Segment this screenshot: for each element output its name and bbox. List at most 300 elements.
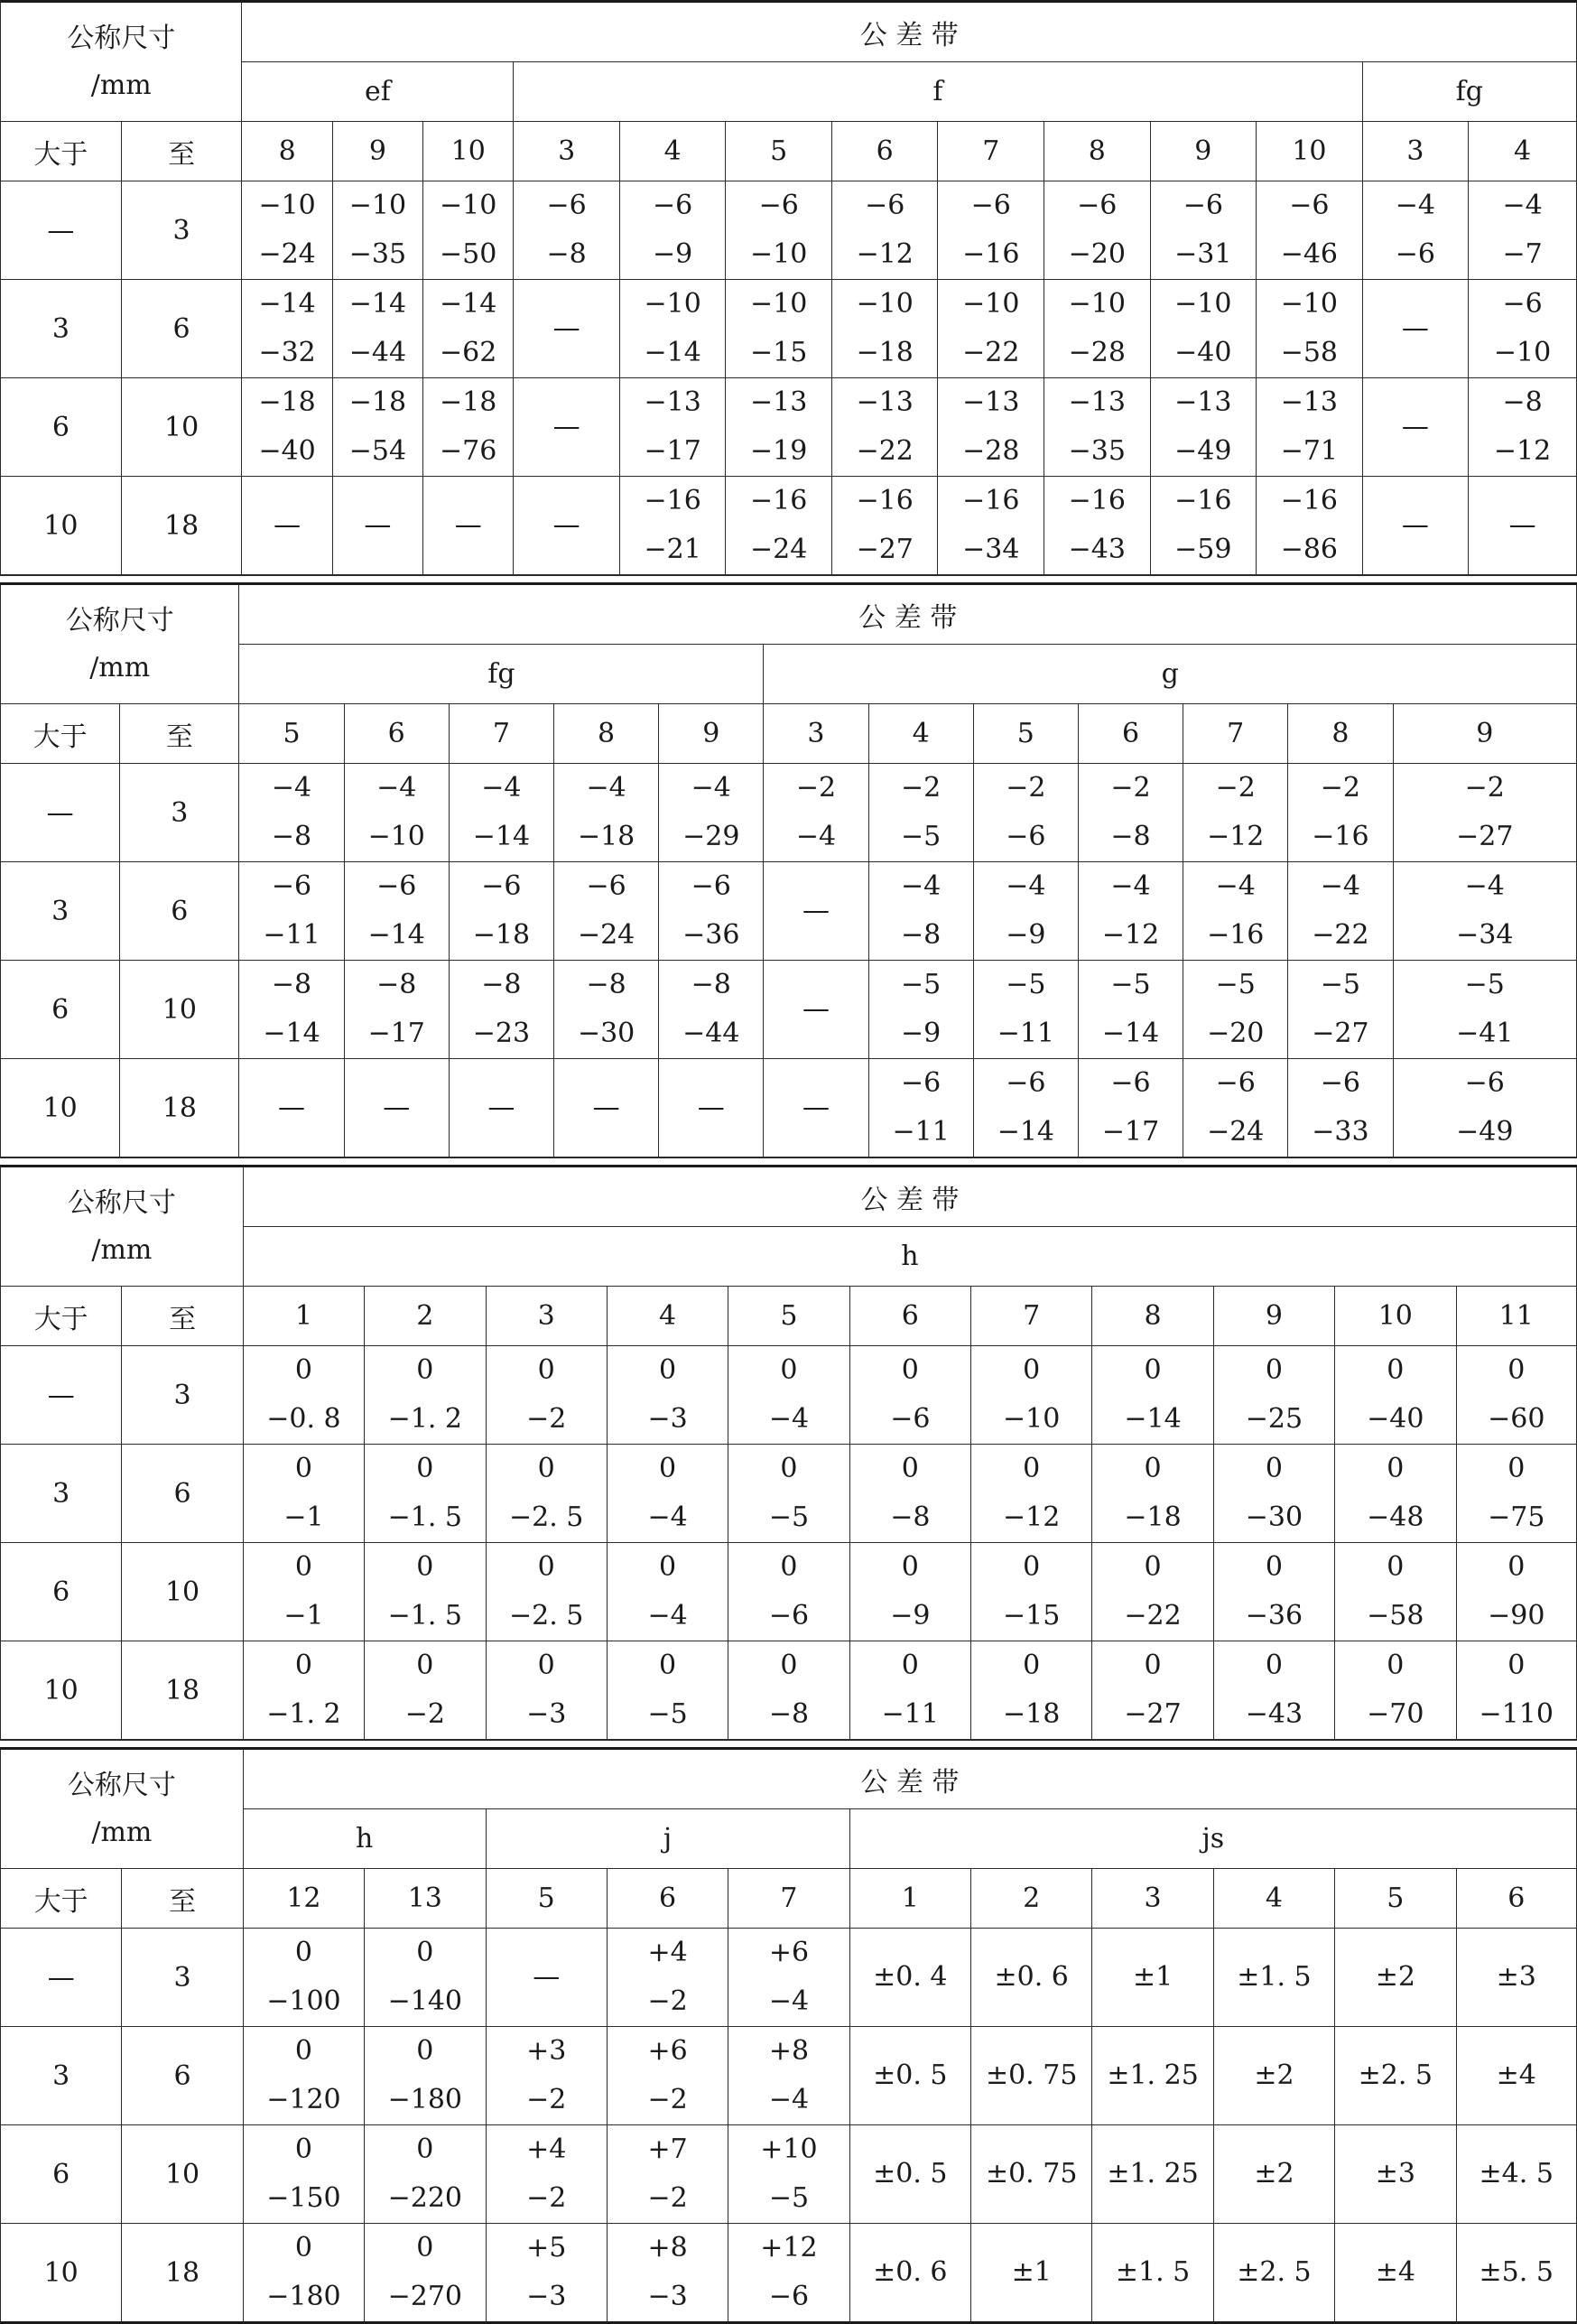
deviation-cell (1288, 1059, 1393, 1157)
upper-deviation: ±1. 25 (1107, 2059, 1199, 2091)
table-row (1, 1445, 1577, 1543)
grade-header: 4 (1213, 1869, 1334, 1929)
upper-deviation: 0 (1023, 1650, 1041, 1681)
upper-deviation: ±1 (1132, 1961, 1173, 1993)
table-row (1, 961, 1577, 1059)
deviation-cell (1456, 1929, 1577, 2027)
lower-deviation: −6 (1006, 821, 1046, 852)
lower-deviation: −14 (1101, 1018, 1160, 1049)
size-to-cell: 6 (122, 2027, 243, 2125)
size-to-cell: 18 (122, 2224, 243, 2323)
upper-deviation: −4 (1006, 870, 1046, 902)
deviation-cell (365, 1445, 486, 1543)
lower-deviation: −4 (795, 821, 837, 852)
deviation-cell (971, 1543, 1092, 1641)
deviation-cell (868, 961, 973, 1059)
upper-deviation: −4 (586, 772, 626, 804)
lower-deviation: −17 (644, 435, 701, 467)
upper-deviation: −13 (962, 386, 1020, 418)
lower-deviation: −180 (266, 2281, 341, 2312)
deviation-cell (938, 181, 1044, 280)
lower-deviation: −3 (647, 1403, 688, 1435)
upper-deviation: 0 (659, 1453, 677, 1484)
size-over-cell: 10 (1, 477, 122, 575)
upper-deviation: 0 (416, 1354, 434, 1386)
deviation-cell (1257, 280, 1363, 378)
lower-deviation: −7 (1502, 238, 1543, 270)
deviation-cell (1393, 764, 1577, 862)
upper-deviation: −10 (644, 288, 701, 320)
upper-deviation: ±4. 5 (1479, 2158, 1554, 2189)
upper-deviation: ±0. 5 (873, 2059, 948, 2091)
deviation-cell (1213, 2224, 1334, 2323)
lower-deviation: −36 (682, 919, 740, 951)
upper-deviation: ±2 (1254, 2158, 1294, 2189)
deviation-cell (971, 1346, 1092, 1445)
deviation-cell (619, 280, 726, 378)
grade-header: 6 (1456, 1869, 1577, 1929)
upper-deviation: −6 (653, 190, 693, 221)
deviation-cell (607, 1445, 728, 1543)
upper-deviation: ±3 (1496, 1961, 1536, 1993)
tolerance-zone-label: 公 差 带 (860, 1184, 960, 1216)
deviation-cell (1362, 181, 1469, 280)
upper-deviation: −18 (440, 386, 497, 418)
size-over-cell: — (1, 1346, 122, 1445)
lower-deviation: −46 (1280, 238, 1338, 270)
lower-deviation: −24 (750, 534, 808, 565)
nominal-size-label: 公称尺寸 (67, 1769, 176, 1801)
lower-deviation: −54 (348, 435, 407, 467)
lower-deviation: −14 (644, 337, 701, 368)
deviation-cell (973, 862, 1078, 961)
lower-deviation: −14 (997, 1116, 1054, 1148)
upper-deviation: −4 (481, 772, 522, 804)
deviation-cell (726, 477, 832, 575)
group-header: h (243, 1809, 486, 1869)
deviation-cell (1362, 378, 1469, 477)
upper-deviation: 0 (1144, 1551, 1162, 1583)
grade-header: 2 (971, 1869, 1092, 1929)
lower-deviation: −15 (750, 337, 808, 368)
upper-deviation: ±4 (1375, 2256, 1415, 2288)
table-row (1, 764, 1577, 862)
upper-deviation: 0 (780, 1453, 798, 1484)
deviation-cell (344, 1059, 449, 1157)
lower-deviation: −58 (1367, 1600, 1424, 1631)
deviation-cell (1469, 181, 1577, 280)
deviation-cell (728, 1641, 849, 1740)
lower-deviation: −28 (962, 435, 1020, 467)
deviation-cell (973, 1059, 1078, 1157)
upper-deviation: — (802, 993, 830, 1025)
header-row (1, 2, 1577, 62)
upper-deviation: — (552, 411, 580, 442)
upper-deviation: +6 (647, 2035, 688, 2067)
deviation-cell (1288, 862, 1393, 961)
upper-deviation: 0 (1387, 1354, 1405, 1386)
lower-deviation: −58 (1280, 337, 1338, 368)
lower-deviation: −36 (1245, 1600, 1303, 1631)
deviation-cell (1078, 1059, 1183, 1157)
deviation-cell (971, 1929, 1092, 2027)
deviation-cell (1213, 2027, 1334, 2125)
upper-deviation: −6 (1464, 1067, 1505, 1099)
deviation-cell (486, 1543, 607, 1641)
upper-deviation: ±0. 6 (873, 2256, 948, 2288)
lower-deviation: −4 (647, 1501, 688, 1533)
lower-deviation: −5 (768, 1501, 810, 1533)
lower-deviation: −6 (890, 1403, 931, 1435)
lower-deviation: −20 (1207, 1018, 1265, 1049)
upper-deviation: −13 (1068, 386, 1126, 418)
grade-row (1, 1287, 1577, 1346)
grade-header: 6 (1078, 704, 1183, 764)
lower-deviation: −15 (1003, 1600, 1061, 1631)
upper-deviation: +7 (647, 2133, 688, 2165)
upper-deviation: −6 (546, 190, 587, 221)
lower-deviation: −5 (647, 1698, 688, 1730)
lower-deviation: −27 (1124, 1698, 1182, 1730)
deviation-cell (849, 1543, 970, 1641)
table-row (1, 477, 1577, 575)
lower-deviation: −33 (1312, 1116, 1369, 1148)
tolerance-zone-header (239, 584, 1577, 645)
lower-deviation: −2 (526, 1403, 567, 1435)
deviation-cell (1213, 2125, 1334, 2224)
lower-deviation: −50 (440, 238, 497, 270)
deviation-cell (938, 280, 1044, 378)
over-header: 大于 (1, 704, 120, 764)
upper-deviation: 0 (294, 2133, 312, 2165)
lower-deviation: −14 (1124, 1403, 1182, 1435)
upper-deviation: +4 (526, 2133, 567, 2165)
deviation-cell (868, 764, 973, 862)
deviation-cell (1393, 1059, 1577, 1157)
upper-deviation: −16 (1068, 485, 1126, 516)
deviation-cell (1257, 378, 1363, 477)
grade-header: 5 (726, 122, 832, 181)
lower-deviation: −21 (644, 534, 701, 565)
grade-header: 13 (365, 1869, 486, 1929)
deviation-cell (449, 862, 553, 961)
lower-deviation: −2 (404, 1698, 445, 1730)
table-row (1, 1641, 1577, 1740)
tolerance-zone-label: 公 差 带 (859, 19, 959, 51)
deviation-cell (1335, 1445, 1456, 1543)
nominal-size-label: 公称尺寸 (67, 1186, 176, 1219)
lower-deviation: −16 (1312, 821, 1369, 852)
upper-deviation: −6 (1006, 1067, 1046, 1099)
deviation-cell (1092, 1543, 1213, 1641)
size-over-cell: — (1, 181, 122, 280)
deviation-cell (619, 378, 726, 477)
deviation-cell (1078, 862, 1183, 961)
lower-deviation: −49 (1456, 1116, 1514, 1148)
deviation-cell (1150, 378, 1257, 477)
upper-deviation: 0 (901, 1551, 919, 1583)
upper-deviation: −10 (258, 190, 316, 221)
grade-header: 6 (831, 122, 938, 181)
lower-deviation: −2 (647, 2182, 688, 2214)
upper-deviation: 0 (1023, 1551, 1041, 1583)
upper-deviation: — (364, 509, 392, 541)
deviation-cell (1213, 1346, 1334, 1445)
lower-deviation: −40 (258, 435, 316, 467)
upper-deviation: 0 (537, 1453, 555, 1484)
upper-deviation: −4 (1502, 190, 1543, 221)
lower-deviation: −8 (768, 1698, 810, 1730)
deviation-cell (1092, 2125, 1213, 2224)
lower-deviation: −11 (881, 1698, 939, 1730)
table-row (1, 378, 1577, 477)
lower-deviation: −12 (1493, 435, 1552, 467)
deviation-cell (423, 181, 514, 280)
lower-deviation: −10 (1493, 337, 1552, 368)
upper-deviation: 0 (416, 2133, 434, 2165)
grade-header: 9 (1213, 1287, 1334, 1346)
upper-deviation: −6 (970, 190, 1011, 221)
upper-deviation: 0 (416, 1937, 434, 1968)
grade-header: 7 (728, 1869, 849, 1929)
deviation-cell (728, 1543, 849, 1641)
deviation-cell (1469, 378, 1577, 477)
deviation-cell (486, 2125, 607, 2224)
deviation-cell (1092, 2027, 1213, 2125)
deviation-cell (728, 2224, 849, 2323)
upper-deviation: ±4 (1496, 2059, 1536, 2091)
upper-deviation: −5 (901, 969, 942, 1000)
lower-deviation: −10 (750, 238, 808, 270)
upper-deviation: −6 (1502, 288, 1543, 320)
lower-deviation: −14 (472, 821, 531, 852)
lower-deviation: −43 (1245, 1698, 1303, 1730)
deviation-cell (728, 1346, 849, 1445)
lower-deviation: −180 (387, 2084, 463, 2115)
lower-deviation: −4 (647, 1600, 688, 1631)
upper-deviation: −4 (1110, 870, 1151, 902)
deviation-cell (973, 961, 1078, 1059)
upper-deviation: −18 (258, 386, 316, 418)
lower-deviation: −10 (367, 821, 425, 852)
upper-deviation: −18 (348, 386, 407, 418)
deviation-cell (726, 378, 832, 477)
upper-deviation: −14 (258, 288, 316, 320)
deviation-cell (1393, 961, 1577, 1059)
deviation-cell (1150, 181, 1257, 280)
grade-header: 6 (607, 1869, 728, 1929)
deviation-cell (1456, 1641, 1577, 1740)
upper-deviation: −2 (795, 772, 837, 804)
size-over-cell: 6 (1, 1543, 122, 1641)
size-over-cell: 3 (1, 862, 120, 961)
upper-deviation: ±3 (1375, 2158, 1415, 2189)
lower-deviation: −12 (1207, 821, 1265, 852)
deviation-cell (607, 2125, 728, 2224)
upper-deviation: 0 (416, 1650, 434, 1681)
lower-deviation: −62 (440, 337, 497, 368)
upper-deviation: 0 (1507, 1551, 1526, 1583)
upper-deviation: 0 (416, 1453, 434, 1484)
lower-deviation: −28 (1068, 337, 1126, 368)
grade-header: 8 (1288, 704, 1393, 764)
lower-deviation: −34 (1456, 919, 1514, 951)
deviation-cell (1213, 1445, 1334, 1543)
size-over-cell: 10 (1, 2224, 122, 2323)
lower-deviation: −12 (1101, 919, 1160, 951)
size-to-cell: 6 (121, 280, 242, 378)
tolerance-table-section (0, 1747, 1577, 2324)
upper-deviation: −10 (440, 190, 497, 221)
upper-deviation: −8 (586, 969, 626, 1000)
nominal-size-label: 公称尺寸 (65, 604, 174, 637)
lower-deviation: −8 (546, 238, 587, 270)
tolerance-table-section (0, 1165, 1577, 1740)
deviation-cell (1078, 961, 1183, 1059)
deviation-cell (607, 1346, 728, 1445)
lower-deviation: −140 (387, 1985, 463, 2017)
lower-deviation: −8 (901, 919, 942, 951)
upper-deviation: 0 (416, 2035, 434, 2067)
deviation-cell (619, 181, 726, 280)
grade-header: 7 (1183, 704, 1288, 764)
lower-deviation: −30 (577, 1018, 635, 1049)
deviation-cell (554, 862, 659, 961)
upper-deviation: ±1. 5 (1115, 2256, 1191, 2288)
deviation-cell (344, 862, 449, 961)
grade-header: 6 (849, 1287, 970, 1346)
deviation-cell (1092, 2224, 1213, 2323)
upper-deviation: ±1 (1011, 2256, 1052, 2288)
deviation-cell (365, 2125, 486, 2224)
upper-deviation: −2 (1215, 772, 1256, 804)
group-header: ef (242, 62, 514, 122)
deviation-cell (332, 181, 422, 280)
deviation-cell (659, 862, 764, 961)
upper-deviation: 0 (1023, 1453, 1041, 1484)
lower-deviation: −41 (1456, 1018, 1514, 1049)
upper-deviation: — (274, 509, 301, 541)
size-over-cell: 6 (1, 2125, 122, 2224)
lower-deviation: −1. 2 (266, 1698, 341, 1730)
lower-deviation: −23 (472, 1018, 531, 1049)
grade-header: 9 (332, 122, 422, 181)
upper-deviation: 0 (1265, 1650, 1283, 1681)
upper-deviation: −8 (691, 969, 731, 1000)
upper-deviation: 0 (294, 1551, 312, 1583)
upper-deviation: 0 (537, 1354, 555, 1386)
grade-header: 4 (1469, 122, 1577, 181)
upper-deviation: −14 (348, 288, 407, 320)
lower-deviation: −220 (387, 2182, 463, 2214)
deviation-cell (764, 862, 868, 961)
upper-deviation: 0 (294, 1937, 312, 1968)
deviation-cell (1288, 764, 1393, 862)
deviation-cell (1213, 1929, 1334, 2027)
upper-deviation: 0 (901, 1650, 919, 1681)
upper-deviation: −6 (1320, 1067, 1361, 1099)
upper-deviation: 0 (1265, 1453, 1283, 1484)
lower-deviation: −1 (283, 1600, 324, 1631)
upper-deviation: −6 (271, 870, 312, 902)
deviation-cell (971, 1641, 1092, 1740)
size-to-cell: 3 (122, 1929, 243, 2027)
lower-deviation: −1. 2 (387, 1403, 462, 1435)
lower-deviation: −27 (1312, 1018, 1369, 1049)
to-header: 至 (122, 1869, 243, 1929)
deviation-cell (1213, 1543, 1334, 1641)
deviation-cell (1078, 764, 1183, 862)
deviation-cell (728, 2125, 849, 2224)
deviation-cell (1044, 280, 1151, 378)
deviation-cell (1456, 2125, 1577, 2224)
deviation-cell (1213, 1641, 1334, 1740)
deviation-cell (607, 1929, 728, 2027)
grade-header: 11 (1456, 1287, 1577, 1346)
lower-deviation: −16 (1207, 919, 1265, 951)
grade-header: 9 (1393, 704, 1577, 764)
deviation-cell (243, 1445, 364, 1543)
size-to-cell: 6 (122, 1445, 243, 1543)
upper-deviation: −4 (901, 870, 942, 902)
deviation-cell (242, 181, 332, 280)
lower-deviation: −40 (1174, 337, 1232, 368)
lower-deviation: −48 (1367, 1501, 1424, 1533)
lower-deviation: −24 (577, 919, 635, 951)
upper-deviation: −4 (1464, 870, 1505, 902)
deviation-cell (1362, 477, 1469, 575)
grade-header: 9 (659, 704, 764, 764)
grade-header: 1 (849, 1869, 970, 1929)
lower-deviation: −5 (768, 2182, 810, 2214)
grade-header: 5 (486, 1869, 607, 1929)
table-row (1, 280, 1577, 378)
upper-deviation: 0 (780, 1650, 798, 1681)
table-row (1, 2224, 1577, 2323)
upper-deviation: −6 (1183, 190, 1223, 221)
table-row (1, 181, 1577, 280)
group-header: g (764, 645, 1577, 704)
deviation-cell (449, 764, 553, 862)
upper-deviation: — (454, 509, 482, 541)
size-over-cell: 10 (1, 1059, 120, 1157)
lower-deviation: −17 (1101, 1116, 1160, 1148)
lower-deviation: −11 (263, 919, 320, 951)
size-to-cell: 10 (121, 378, 242, 477)
upper-deviation: +10 (760, 2133, 818, 2165)
grade-header: 7 (449, 704, 553, 764)
deviation-cell (849, 2027, 970, 2125)
tolerance-table-section (0, 0, 1577, 575)
deviation-cell (971, 2224, 1092, 2323)
upper-deviation: −14 (440, 288, 497, 320)
upper-deviation: −4 (376, 772, 417, 804)
upper-deviation: −10 (1280, 288, 1338, 320)
deviation-cell (239, 764, 344, 862)
deviation-cell (1335, 1346, 1456, 1445)
deviation-cell (423, 477, 514, 575)
upper-deviation: +8 (768, 2035, 810, 2067)
deviation-cell (486, 1346, 607, 1445)
upper-deviation: −6 (1215, 1067, 1256, 1099)
lower-deviation: −19 (750, 435, 808, 467)
upper-deviation: 0 (416, 2232, 434, 2264)
deviation-cell (1456, 1346, 1577, 1445)
upper-deviation: 0 (1387, 1453, 1405, 1484)
upper-deviation: ±1. 5 (1237, 1961, 1312, 1993)
lower-deviation: −12 (856, 238, 914, 270)
grade-header: 7 (971, 1287, 1092, 1346)
